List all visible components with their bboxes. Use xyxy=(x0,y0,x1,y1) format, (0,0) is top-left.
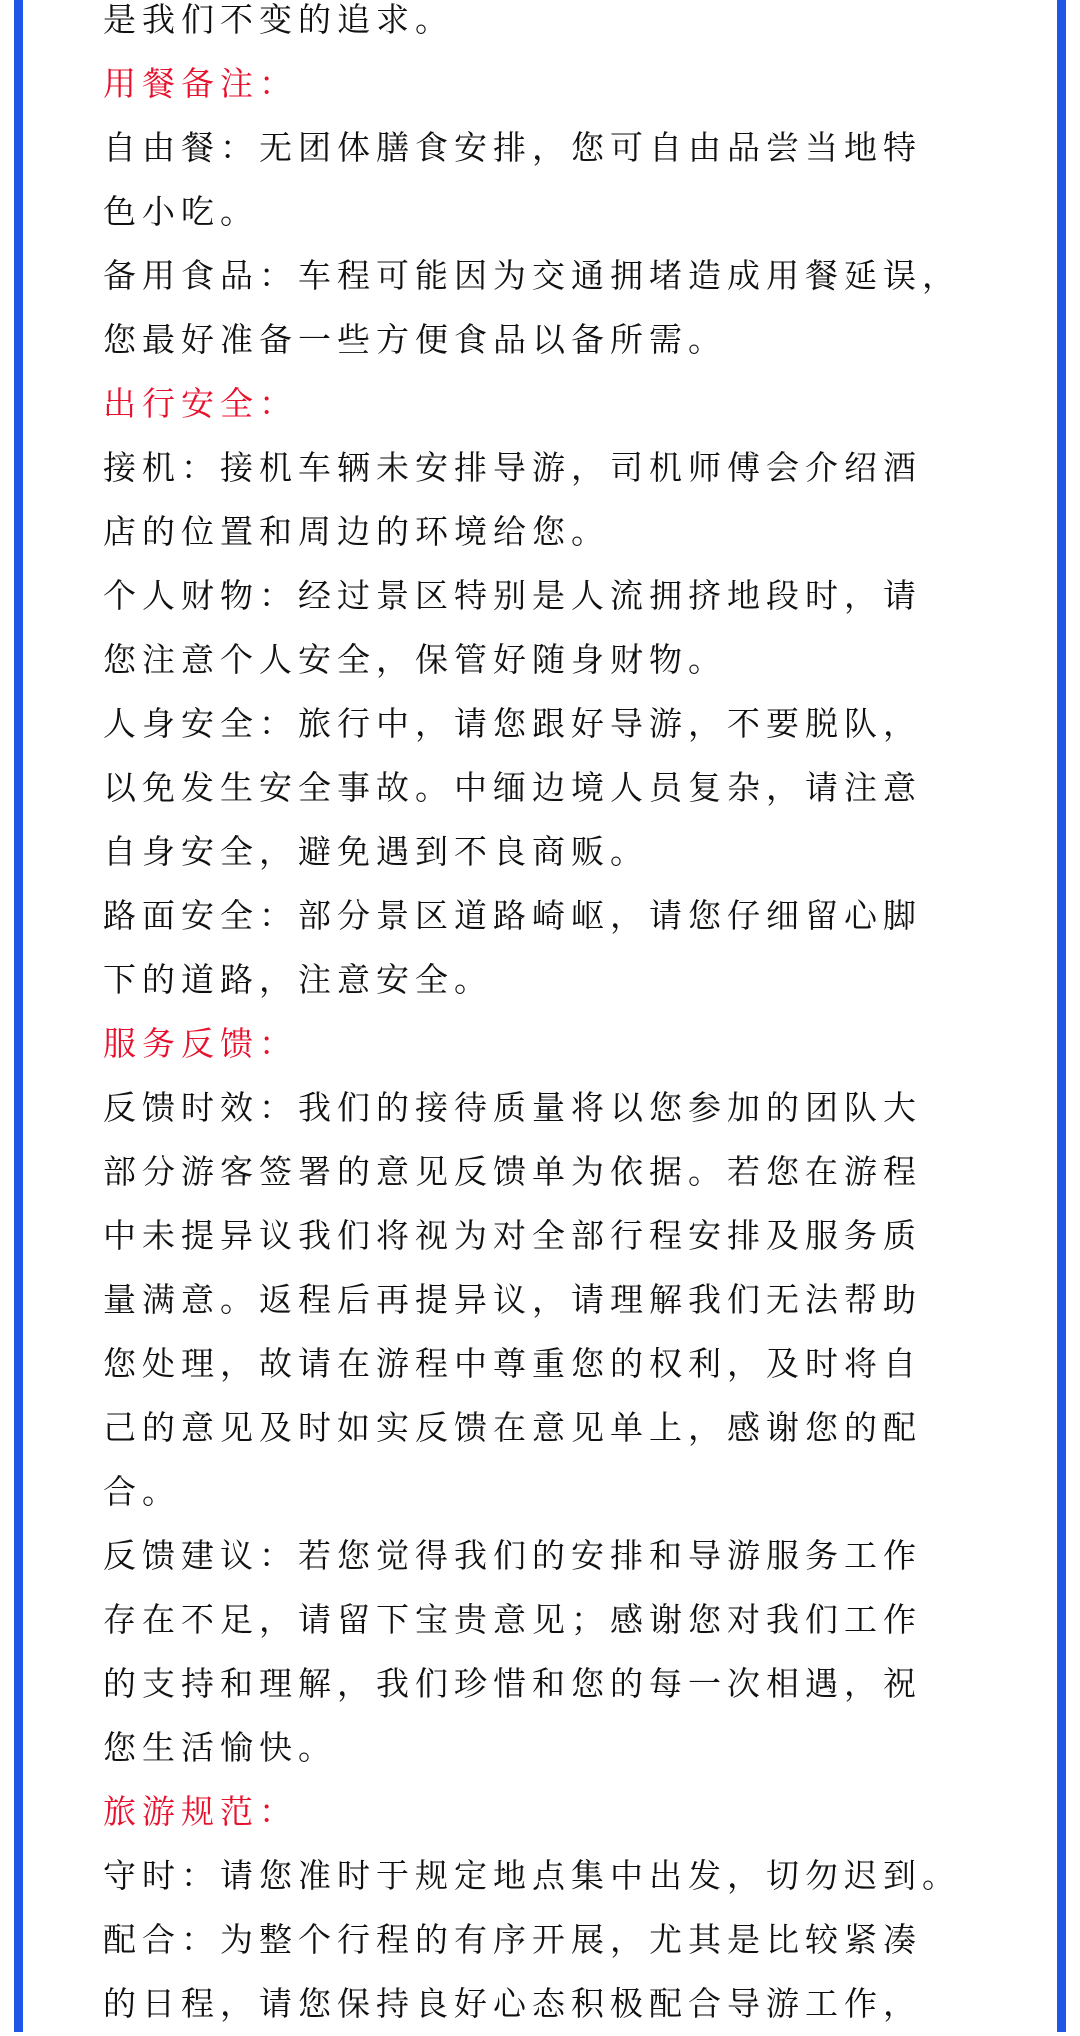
text-line: 是我们不变的追求。 xyxy=(103,0,454,39)
section-heading-travel-safety: 出行安全： xyxy=(103,384,298,423)
text-line: 店的位置和周边的环境给您。 xyxy=(103,512,610,551)
section-heading-service-feedback: 服务反馈： xyxy=(103,1024,298,1063)
text-line: 中未提异议我们将视为对全部行程安排及服务质 xyxy=(103,1216,922,1255)
text-line: 己的意见及时如实反馈在意见单上，感谢您的配 xyxy=(103,1408,922,1447)
text-line: 您处理，故请在游程中尊重您的权利，及时将自 xyxy=(103,1344,922,1383)
text-line: 接机：接机车辆未安排导游，司机师傅会介绍酒 xyxy=(103,448,922,487)
text-line: 自身安全，避免遇到不良商贩。 xyxy=(103,832,649,871)
text-line: 色小吃。 xyxy=(103,192,259,231)
section-heading-meals: 用餐备注： xyxy=(103,64,298,103)
text-line: 以免发生安全事故。中缅边境人员复杂，请注意 xyxy=(103,768,922,807)
text-line: 您生活愉快。 xyxy=(103,1728,337,1767)
left-border xyxy=(14,0,23,2032)
text-line: 下的道路，注意安全。 xyxy=(103,960,493,999)
text-line: 的支持和理解，我们珍惜和您的每一次相遇，祝 xyxy=(103,1664,922,1703)
text-line: 人身安全：旅行中，请您跟好导游，不要脱队， xyxy=(103,704,922,743)
text-line: 您最好准备一些方便食品以备所需。 xyxy=(103,320,727,359)
text-line: 路面安全：部分景区道路崎岖，请您仔细留心脚 xyxy=(103,896,922,935)
text-line: 配合：为整个行程的有序开展，尤其是比较紧凑 xyxy=(103,1920,922,1959)
text-line: 的日程，请您保持良好心态积极配合导游工作， xyxy=(103,1984,922,2023)
text-line: 备用食品：车程可能因为交通拥堵造成用餐延误， xyxy=(103,256,961,295)
text-line: 个人财物：经过景区特别是人流拥挤地段时，请 xyxy=(103,576,922,615)
text-line: 您注意个人安全，保管好随身财物。 xyxy=(103,640,727,679)
text-line: 量满意。返程后再提异议，请理解我们无法帮助 xyxy=(103,1280,922,1319)
right-border xyxy=(1057,0,1066,2032)
notice-text-block xyxy=(103,0,1003,2036)
text-line: 存在不足，请留下宝贵意见；感谢您对我们工作 xyxy=(103,1600,922,1639)
text-line: 守时：请您准时于规定地点集中出发，切勿迟到。 xyxy=(103,1856,961,1895)
text-line: 反馈建议：若您觉得我们的安排和导游服务工作 xyxy=(103,1536,922,1575)
section-heading-travel-rules: 旅游规范： xyxy=(103,1792,298,1831)
text-line: 部分游客签署的意见反馈单为依据。若您在游程 xyxy=(103,1152,922,1191)
text-line: 反馈时效：我们的接待质量将以您参加的团队大 xyxy=(103,1088,922,1127)
text-line: 自由餐：无团体膳食安排，您可自由品尝当地特 xyxy=(103,128,922,167)
text-line: 合。 xyxy=(103,1472,181,1511)
